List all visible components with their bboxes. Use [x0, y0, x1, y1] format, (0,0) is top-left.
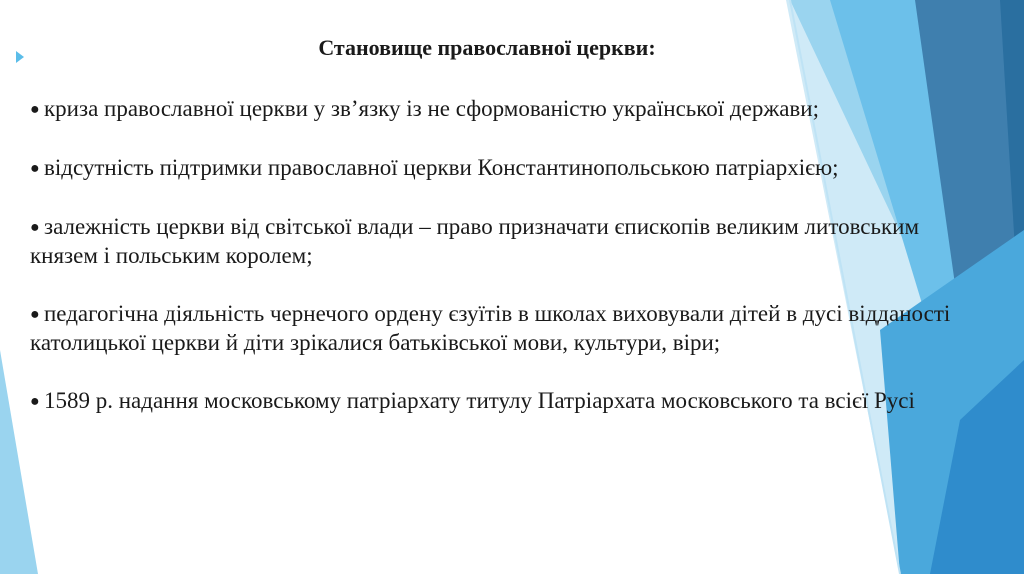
- bullet-dot-icon: ●: [30, 219, 40, 236]
- bullet-item-1: [30, 95, 980, 124]
- bullet-dot-icon: ●: [30, 101, 40, 118]
- bullet-dot-icon: ●: [30, 306, 40, 323]
- bullet-text: криза православної церкви у зв’язку із не сформованістю української держави;: [44, 96, 819, 121]
- bullet-text: відсутність підтримки православної церкви Константинопольською патріархією;: [44, 155, 839, 180]
- arrow-marker-icon: [16, 51, 24, 63]
- slide-title: Становище православної церкви:: [318, 35, 656, 60]
- bullet-item-4: [30, 300, 980, 357]
- bullet-dot-icon: ●: [30, 393, 40, 410]
- bullet-item-5: [30, 387, 980, 416]
- bullet-text: залежність церкви від світської влади – право призначати єпископів великим литовським князем і польським королем;: [30, 214, 920, 268]
- slide-content: [30, 34, 980, 446]
- bullet-dot-icon: ●: [30, 160, 40, 177]
- bullet-item-3: [30, 213, 980, 270]
- bullet-text: педагогічна діяльність чернечого ордену єзуїтів в школах виховували дітей в дусі відданості католицької церкви й діти зрікалися батьківської мови, культури, віри;: [30, 301, 951, 355]
- bullet-text: 1589 р. надання московському патріархату титулу Патріархата московського та всієї Русі: [44, 388, 915, 413]
- bullet-item-2: [30, 154, 980, 183]
